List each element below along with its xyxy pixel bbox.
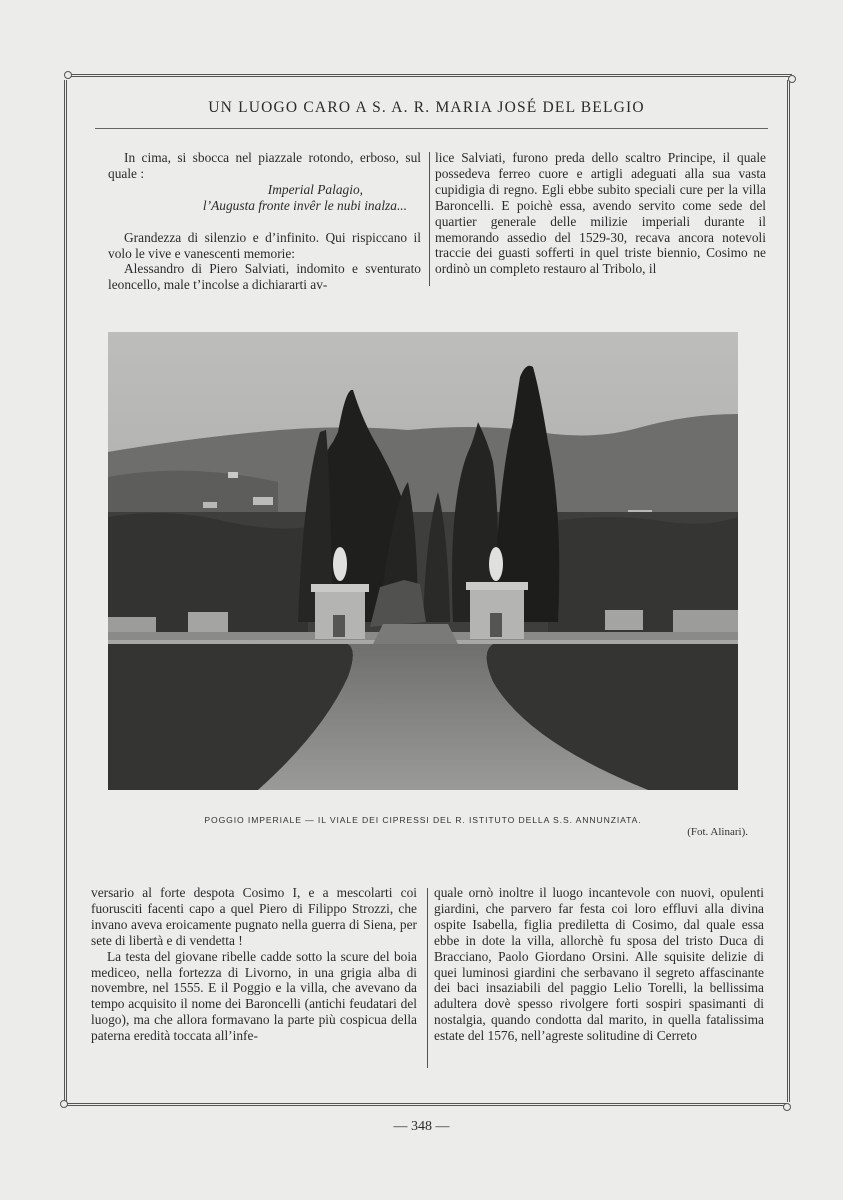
column-divider (429, 152, 430, 286)
verse-line: l’Augusta fronte invêr le nubi inalza... (202, 197, 407, 213)
top-border (70, 74, 792, 77)
paragraph: Alessandro di Piero Salviati, indomito e sventurato leoncello, male t’incolse a dichiararti av- (108, 261, 421, 293)
bottom-right-column (434, 885, 764, 1044)
top-left-column (108, 150, 421, 293)
right-border (787, 80, 790, 1102)
corner-ornament-bottom-left (60, 1100, 68, 1108)
verse-line: Imperial Palagio, (267, 181, 363, 197)
bottom-border (64, 1103, 786, 1106)
column-divider (427, 888, 428, 1068)
bottom-left-column (91, 885, 417, 1044)
photograph-cypress-avenue (108, 332, 738, 790)
header-rule (95, 128, 768, 129)
page-number: — 348 — (393, 1119, 450, 1134)
corner-ornament-bottom-right (783, 1103, 791, 1111)
paragraph: Grandezza di silenzio e d’infinito. Qui rispiccano il volo le vive e vanescenti memorie: (108, 229, 421, 261)
photo-credit: (Fot. Alinari). (687, 826, 748, 838)
corner-ornament-top-left (64, 71, 72, 79)
paragraph: lice Salviati, furono preda dello scaltro Principe, il quale possedeva ferreo cuore e artigli adeguati alla sua vasta cupidigia di regno. Egli ebbe subito speciali cure per la villa Baroncelli. E poichè essa, avendo servito come sede del quartier generale delle milizie imperiali durante il memorando assedio del 1529-30, recava ancora notevoli traccie dei guasti sofferti in quel triste biennio, Cosimo ne ordinò un completo restauro al Tribolo, il (435, 150, 766, 277)
paragraph: In cima, si sbocca nel piazzale rotondo, erboso, sul quale : (108, 150, 421, 181)
corner-ornament-top-right (788, 75, 796, 83)
paragraph: versario al forte despota Cosimo I, e a mescolarti coi fuorusciti facenti capo a quel Piero di Filippo Strozzi, che invano aveva eroicamente pugnato nella guerra di Siena, per sete di libertà e di vendetta ! (91, 885, 417, 948)
top-right-column (435, 150, 766, 277)
left-border (64, 80, 67, 1102)
paragraph: quale ornò inoltre il luogo incantevole con nuovi, opulenti giardini, che parvero far festa coi loro effluvi alla divina ospite Isabella, figlia prediletta di Cosimo, dal quale essa ebbe in dote la villa, allorchè fu sposa del tristo Duca di Bracciano, Paolo Giordano Orsini. Alle squisite delizie di quei luminosi giardini che serbavano il segreto affascinante dei baci insaziabili del paggio Lelio Torelli, la bellissima adultera dovè spesso rivolgere forti sospiri spasimanti di nostalgia, quando condotta dal marito, in quella fatalissima estate del 1576, nell’agreste solitudine di Cerreto (434, 885, 764, 1044)
running-header: UN LUOGO CARO A S. A. R. MARIA JOSÉ DEL BELGIO (208, 99, 645, 116)
photo-caption: POGGIO IMPERIALE — IL VIALE DEI CIPRESSI DEL R. ISTITUTO DELLA S.S. ANNUNZIATA. (204, 815, 642, 825)
paragraph: La testa del giovane ribelle cadde sotto la scure del boia mediceo, nella fortezza di Livorno, in una grigia alba di novembre, nel 1555. E il Poggio e la villa, che avevano da tempo acquisito il nome dei Baroncelli (antichi feudatari del luogo), ma che allora formavano la parte più cospicua della paterna eredità toccata all’infe- (91, 948, 417, 1044)
